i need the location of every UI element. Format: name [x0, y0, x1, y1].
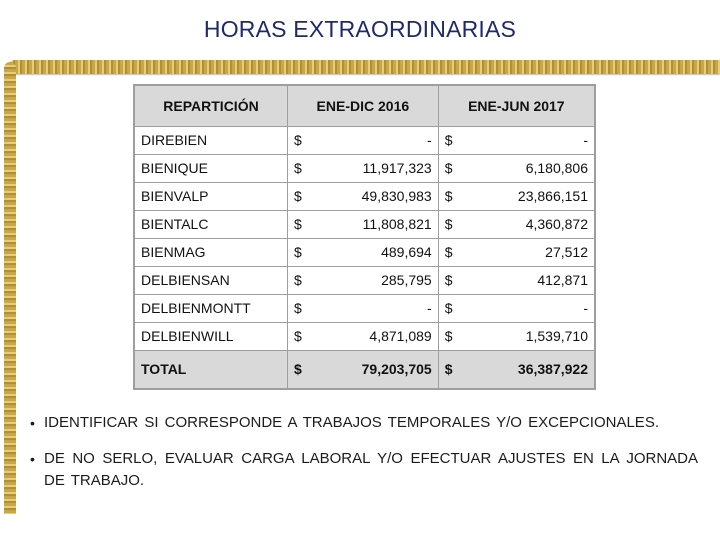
currency-sign: $: [444, 328, 453, 345]
value-2017: 412,871: [537, 272, 588, 289]
header-2016: ENE-DIC 2016: [288, 86, 439, 127]
list-item: [30, 412, 698, 434]
currency-sign: $: [294, 328, 302, 345]
table-row: [135, 266, 595, 294]
value-2016: 489,694: [381, 244, 432, 261]
table-row: [135, 127, 595, 155]
row-name: BIENTALC: [135, 210, 288, 238]
total-label: TOTAL: [135, 350, 288, 388]
currency-sign: $: [444, 132, 453, 149]
table-row: [135, 238, 595, 266]
value-2017: -: [583, 300, 588, 317]
overtime-table: [133, 84, 596, 390]
row-name: BIENIQUE: [135, 154, 288, 182]
bullet-list: [30, 412, 698, 506]
currency-sign: $: [444, 272, 453, 289]
value-2017: 23,866,151: [517, 188, 588, 205]
currency-sign: $: [444, 361, 453, 378]
table-header-row: [135, 86, 595, 127]
currency-sign: $: [444, 188, 453, 205]
table-row: [135, 294, 595, 322]
table-row: [135, 322, 595, 350]
bullet-icon: •: [30, 451, 35, 467]
row-name: DELBIENMONTT: [135, 294, 288, 322]
header-reparticion: REPARTICIÓN: [135, 86, 288, 127]
currency-sign: $: [294, 244, 302, 261]
table-row: [135, 210, 595, 238]
value-2016: 285,795: [381, 272, 432, 289]
bullet-text: IDENTIFICAR SI CORRESPONDE A TRABAJOS TEMPORALES Y/O EXCEPCIONALES.: [44, 414, 659, 431]
currency-sign: $: [294, 132, 302, 149]
currency-sign: $: [444, 160, 453, 177]
value-2017: 6,180,806: [525, 160, 588, 177]
value-2016: 49,830,983: [361, 188, 432, 205]
row-name: DELBIENWILL: [135, 322, 288, 350]
decorative-frame-top: [8, 60, 720, 74]
value-2016: 11,917,323: [362, 160, 432, 177]
value-2016: -: [427, 132, 432, 149]
value-2016: 11,808,821: [362, 216, 432, 233]
currency-sign: $: [294, 361, 302, 378]
value-2017: 27,512: [545, 244, 588, 261]
bullet-icon: •: [30, 415, 35, 431]
currency-sign: $: [294, 216, 302, 233]
total-2016: 79,203,705: [361, 361, 432, 378]
row-name: DELBIENSAN: [135, 266, 288, 294]
currency-sign: $: [294, 188, 302, 205]
currency-sign: $: [444, 300, 453, 317]
decorative-frame-left: [4, 62, 16, 514]
value-2016: -: [427, 300, 432, 317]
table-row: [135, 154, 595, 182]
value-2017: 4,360,872: [525, 216, 588, 233]
total-row: [135, 350, 595, 388]
header-2017: ENE-JUN 2017: [438, 86, 594, 127]
currency-sign: $: [294, 272, 302, 289]
value-2017: -: [583, 132, 588, 149]
value-2017: 1,539,710: [525, 328, 588, 345]
row-name: BIENMAG: [135, 238, 288, 266]
currency-sign: $: [444, 244, 453, 261]
currency-sign: $: [294, 300, 302, 317]
list-item: [30, 448, 698, 492]
table-row: [135, 182, 595, 210]
currency-sign: $: [444, 216, 453, 233]
row-name: DIREBIEN: [135, 127, 288, 155]
row-name: BIENVALP: [135, 182, 288, 210]
bullet-text: DE NO SERLO, EVALUAR CARGA LABORAL Y/O EFECTUAR AJUSTES EN LA JORNADA DE TRABAJO.: [44, 450, 698, 489]
currency-sign: $: [294, 160, 302, 177]
page-title: HORAS EXTRAORDINARIAS: [203, 16, 517, 42]
value-2016: 4,871,089: [369, 328, 432, 345]
total-2017: 36,387,922: [517, 361, 588, 378]
